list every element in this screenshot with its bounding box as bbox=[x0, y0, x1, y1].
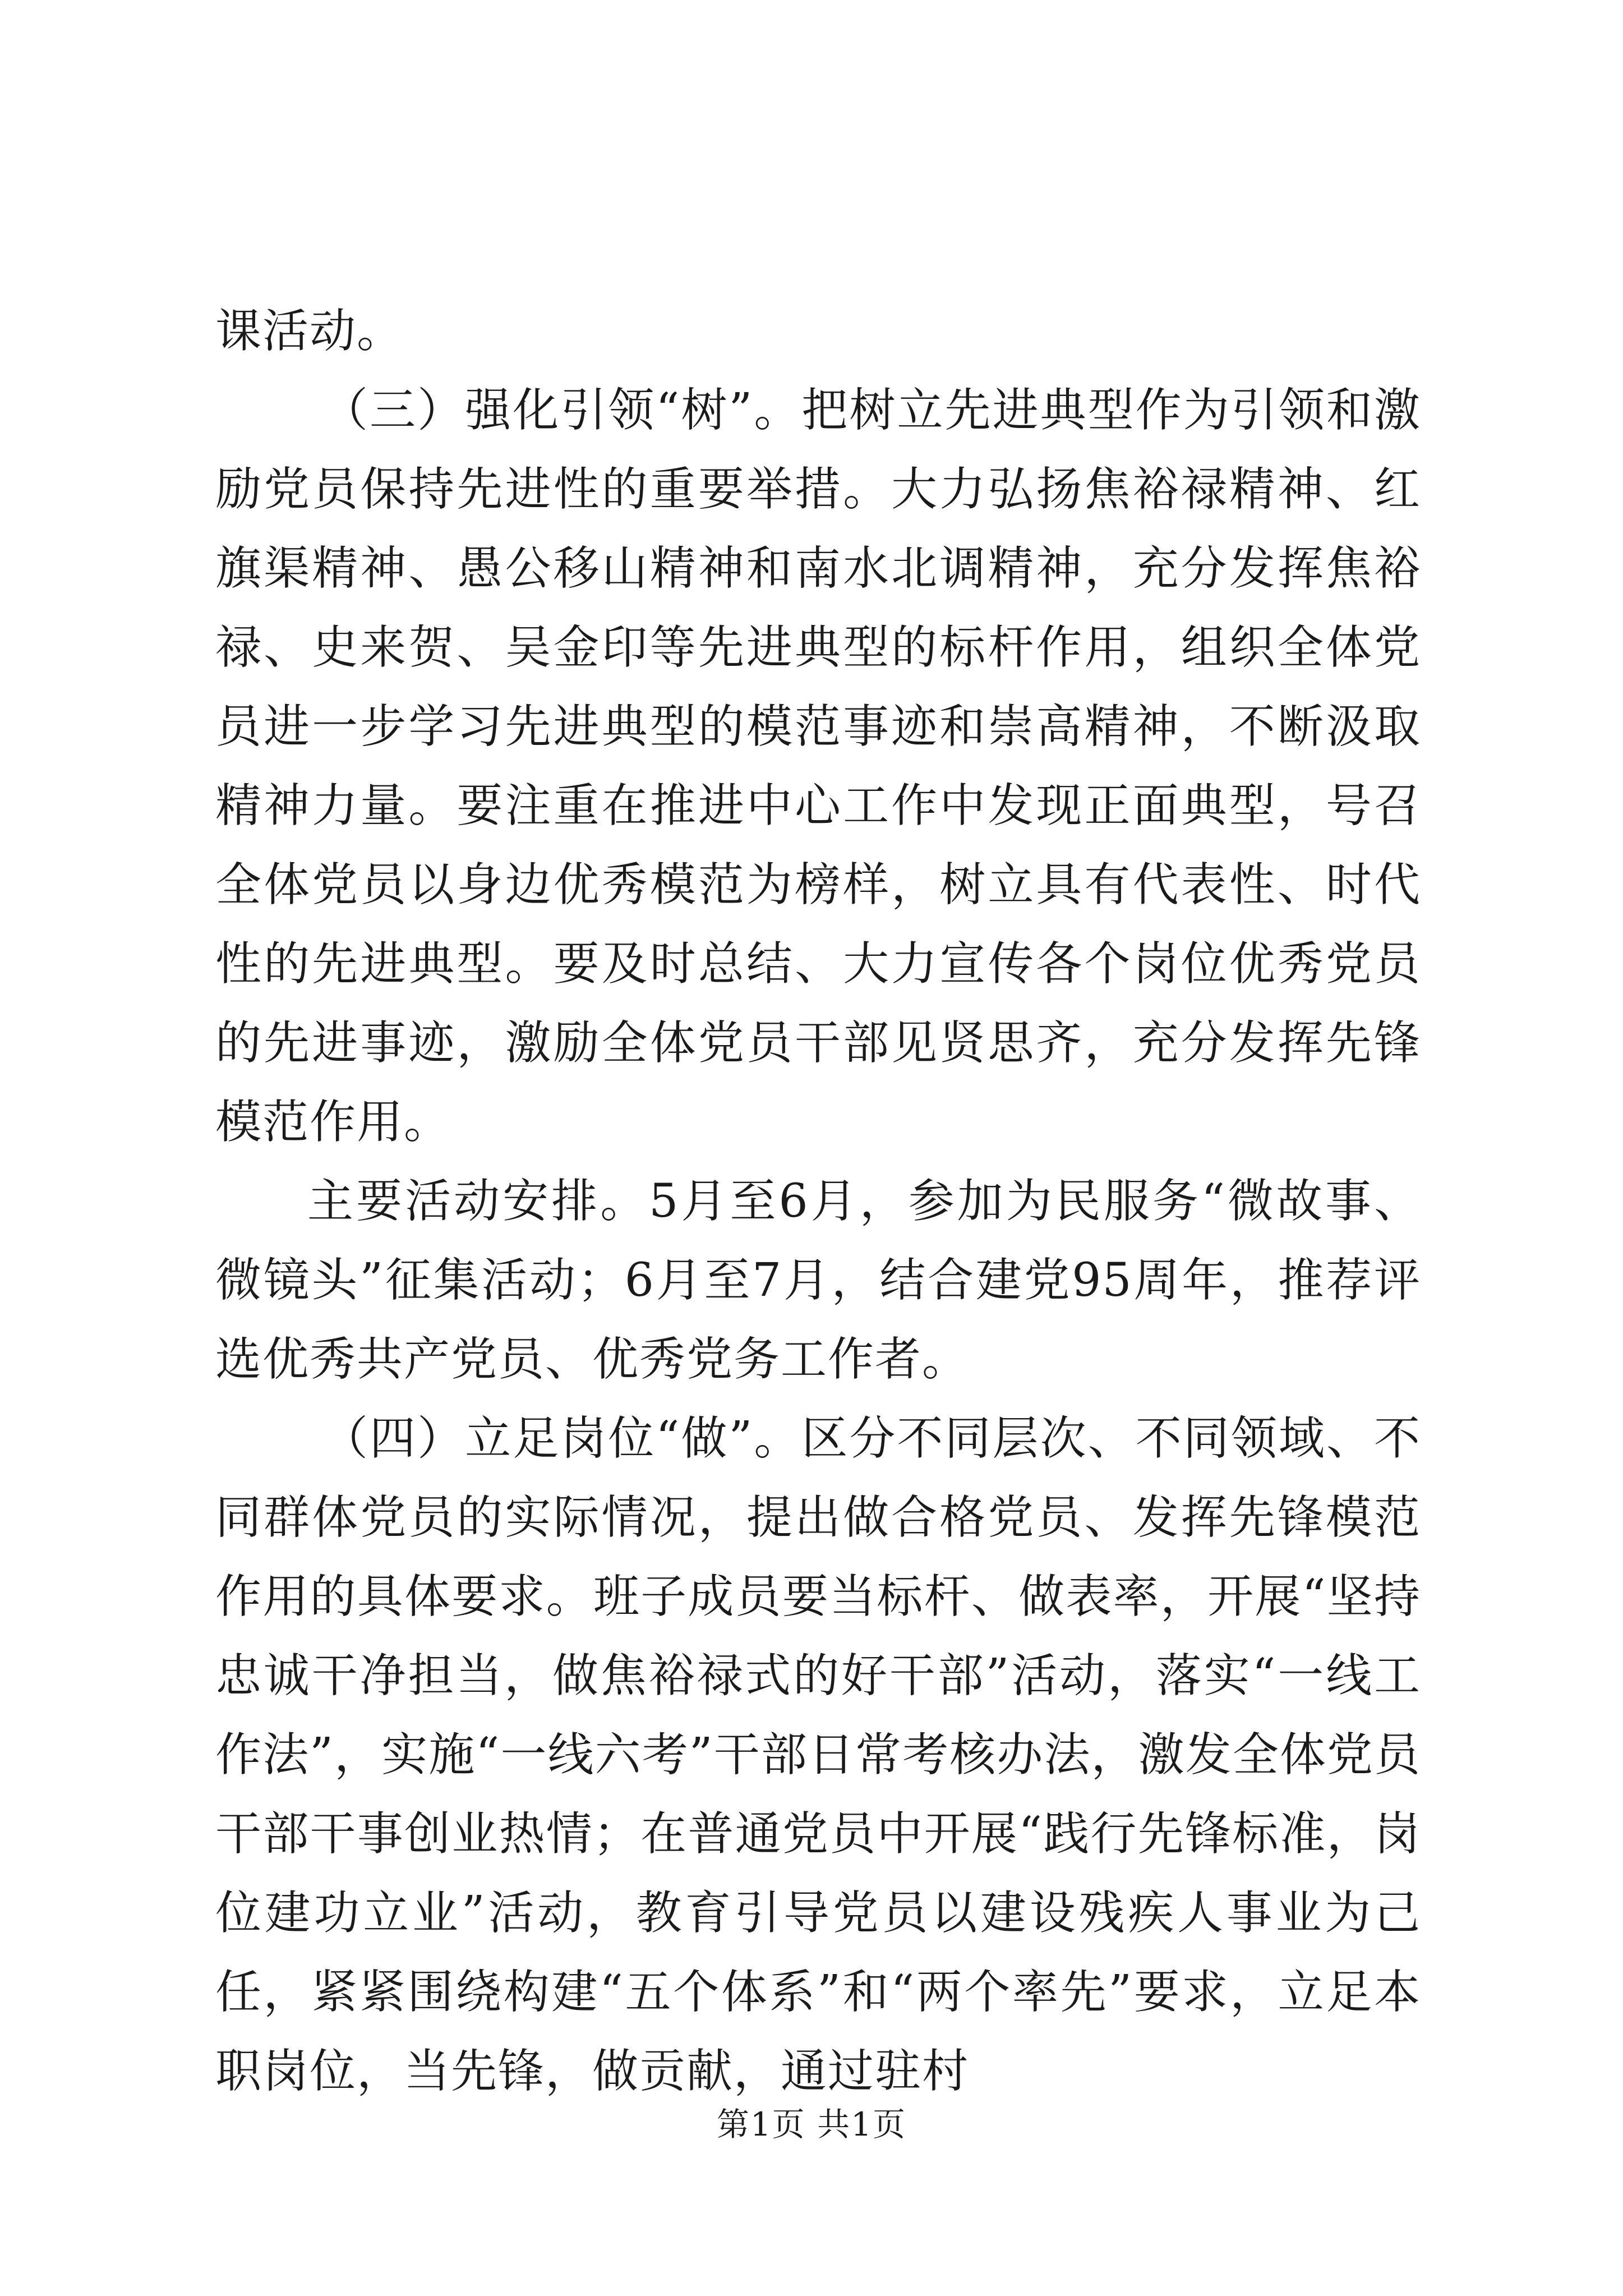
paragraph-activity-schedule: 主要活动安排。5月至6月，参加为民服务“微故事、微镜头”征集活动；6月至7月，结合建党95周年，推荐评选优秀共产党员、优秀党务工作者。 bbox=[215, 1175, 1421, 1386]
paragraph-section-three: （三）强化引领“树”。把树立先进典型作为引领和激励党员保持先进性的重要举措。大力弘扬焦裕禄精神、红旗渠精神、愚公移山精神和南水北调精神，充分发挥焦裕禄、史来贺、吴金印等先进典型的标杆作用，组织全体党员进一步学习先进典型的模范事迹和崇高精神，不断汲取精神力量。要注重在推进中心工作中发现正面典型，号召全体党员以身边优秀模范为榜样，树立具有代表性、时代性的先进典型。要及时总结、大力宣传各个岗位优秀党员的先进事迹，激励全体党员干部见贤思齐，充分发挥先锋模范作用。 bbox=[215, 384, 1421, 1149]
paragraph-continuation: 课活动。 bbox=[215, 305, 404, 358]
document-body bbox=[215, 292, 1421, 2111]
page-footer: 第1页 共1页 bbox=[716, 2105, 907, 2143]
paragraph-section-four: （四）立足岗位“做”。区分不同层次、不同领域、不同群体党员的实际情况，提出做合格党员、发挥先锋模范作用的具体要求。班子成员要当标杆、做表率，开展“坚持忠诚干净担当，做焦裕禄式的好干部”活动，落实“一线工作法”，实施“一线六考”干部日常考核办法，激发全体党员干部干事创业热情；在普通党员中开展“践行先锋标准，岗位建功立业”活动，教育引导党员以建设残疾人事业为己任，紧紧围绕构建“五个体系”和“两个率先”要求，立足本职岗位，当先锋，做贡献，通过驻村 bbox=[215, 1412, 1421, 2098]
